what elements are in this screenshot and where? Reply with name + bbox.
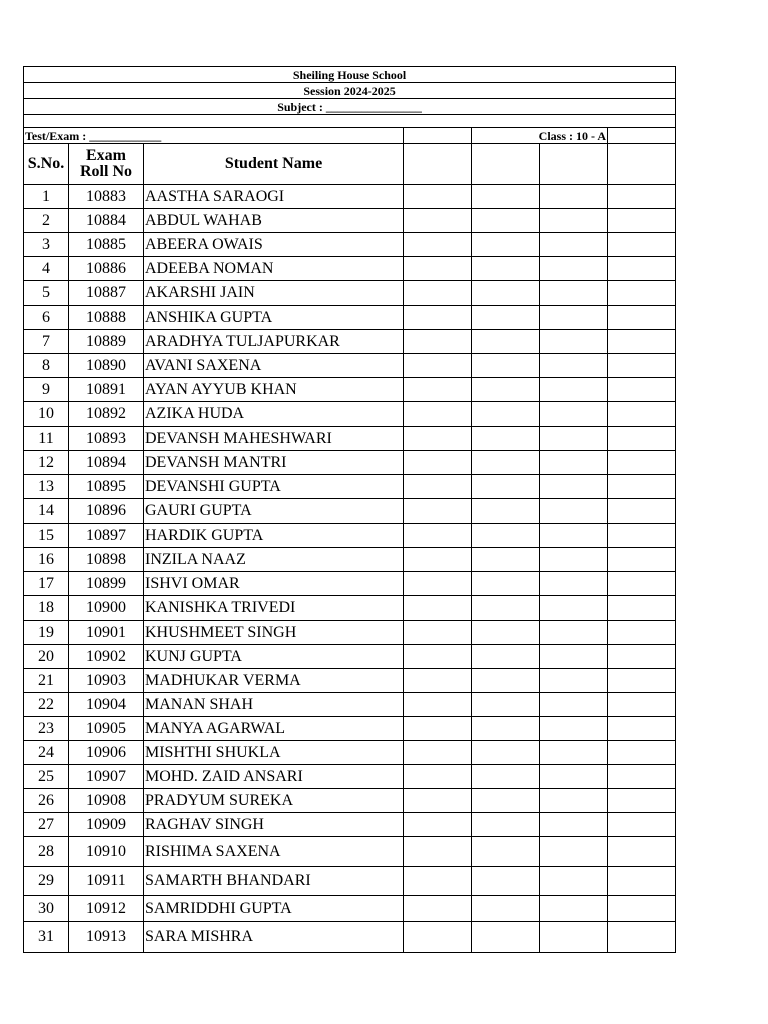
table-row — [24, 427, 676, 451]
blank-cell — [540, 185, 608, 209]
blank-cell — [540, 354, 608, 378]
blank-cell — [404, 867, 472, 896]
table-row — [24, 693, 676, 717]
blank-cell — [608, 209, 676, 233]
blank-cell — [404, 789, 472, 813]
blank-cell — [472, 427, 540, 451]
blank-cell — [472, 475, 540, 499]
roll-cell: 10906 — [69, 741, 144, 765]
roll-cell: 10910 — [69, 837, 144, 867]
blank-cell — [540, 475, 608, 499]
blank-cell — [608, 741, 676, 765]
student-name-cell: ABDUL WAHAB — [144, 209, 404, 233]
roll-cell: 10885 — [69, 233, 144, 257]
blank-cell — [472, 354, 540, 378]
col-header-name: Student Name — [144, 144, 404, 185]
blank-cell — [472, 330, 540, 354]
blank-cell — [404, 257, 472, 281]
blank-cell — [540, 789, 608, 813]
roll-cell: 10903 — [69, 669, 144, 693]
sno-cell: 15 — [24, 524, 69, 548]
blank-cell — [472, 922, 540, 953]
sno-cell: 7 — [24, 330, 69, 354]
blank-cell — [608, 451, 676, 475]
student-name-cell: DEVANSH MAHESHWARI — [144, 427, 404, 451]
blank-cell — [404, 281, 472, 306]
sno-cell: 3 — [24, 233, 69, 257]
blank-cell — [472, 669, 540, 693]
blank-cell — [404, 402, 472, 427]
col-header-roll — [69, 144, 144, 185]
roll-cell: 10901 — [69, 621, 144, 645]
roll-cell: 10912 — [69, 896, 144, 922]
blank-cell — [608, 867, 676, 896]
roll-cell: 10891 — [69, 378, 144, 402]
student-name-cell: PRADYUM SUREKA — [144, 789, 404, 813]
sno-cell: 20 — [24, 645, 69, 669]
blank-cell — [404, 185, 472, 209]
blank-cell — [404, 354, 472, 378]
table-row — [24, 330, 676, 354]
table-row — [24, 306, 676, 330]
student-name-cell: AKARSHI JAIN — [144, 281, 404, 306]
student-name-cell: KANISHKA TRIVEDI — [144, 596, 404, 621]
blank-cell — [404, 306, 472, 330]
col-header-blank — [472, 144, 540, 185]
blank-cell — [404, 669, 472, 693]
sno-cell: 30 — [24, 896, 69, 922]
blank-cell — [540, 693, 608, 717]
blank-cell — [608, 813, 676, 837]
blank-cell — [608, 402, 676, 427]
student-table — [23, 66, 676, 953]
sno-cell: 19 — [24, 621, 69, 645]
blank-cell — [608, 378, 676, 402]
sno-cell: 1 — [24, 185, 69, 209]
roll-cell: 10883 — [69, 185, 144, 209]
sno-cell: 9 — [24, 378, 69, 402]
student-name-cell: AZIKA HUDA — [144, 402, 404, 427]
roll-cell: 10894 — [69, 451, 144, 475]
student-name-cell: KUNJ GUPTA — [144, 645, 404, 669]
roll-cell: 10899 — [69, 572, 144, 596]
blank-cell — [608, 354, 676, 378]
blank-cell — [608, 621, 676, 645]
blank-cell — [404, 621, 472, 645]
blank-cell — [608, 128, 676, 144]
blank-cell — [608, 922, 676, 953]
blank-cell — [540, 427, 608, 451]
student-name-cell: AYAN AYYUB KHAN — [144, 378, 404, 402]
blank-cell — [472, 717, 540, 741]
blank-cell — [472, 378, 540, 402]
roll-cell: 10909 — [69, 813, 144, 837]
test-exam-label: Test/Exam : ____________ — [24, 128, 404, 144]
sno-cell: 26 — [24, 789, 69, 813]
blank-cell — [608, 572, 676, 596]
table-row — [24, 257, 676, 281]
blank-cell — [404, 499, 472, 524]
blank-cell — [472, 499, 540, 524]
table-row — [24, 837, 676, 867]
roll-cell: 10907 — [69, 765, 144, 789]
table-row — [24, 621, 676, 645]
student-name-cell: MADHUKAR VERMA — [144, 669, 404, 693]
blank-cell — [404, 209, 472, 233]
student-name-cell: ISHVI OMAR — [144, 572, 404, 596]
student-name-cell: MANAN SHAH — [144, 693, 404, 717]
blank-cell — [540, 281, 608, 306]
roll-cell: 10893 — [69, 427, 144, 451]
sno-cell: 31 — [24, 922, 69, 953]
blank-cell — [608, 548, 676, 572]
student-name-cell: DEVANSHI GUPTA — [144, 475, 404, 499]
sno-cell: 5 — [24, 281, 69, 306]
blank-cell — [404, 717, 472, 741]
roll-cell: 10884 — [69, 209, 144, 233]
class-label: Class : 10 - A — [472, 128, 608, 144]
blank-cell — [540, 524, 608, 548]
sno-cell: 23 — [24, 717, 69, 741]
blank-cell — [404, 765, 472, 789]
table-row — [24, 185, 676, 209]
table-row — [24, 896, 676, 922]
blank-cell — [608, 281, 676, 306]
sno-cell: 28 — [24, 837, 69, 867]
school-name: Sheiling House School — [24, 67, 676, 83]
sno-cell: 4 — [24, 257, 69, 281]
table-row — [24, 789, 676, 813]
spacer-row — [24, 115, 676, 128]
blank-cell — [404, 233, 472, 257]
table-row — [24, 867, 676, 896]
sno-cell: 21 — [24, 669, 69, 693]
blank-cell — [608, 837, 676, 867]
blank-cell — [608, 645, 676, 669]
col-header-roll-line1: Exam — [86, 147, 126, 164]
table-row — [24, 209, 676, 233]
blank-cell — [472, 257, 540, 281]
student-name-cell: MISHTHI SHUKLA — [144, 741, 404, 765]
roll-cell: 10911 — [69, 867, 144, 896]
student-name-cell: HARDIK GUPTA — [144, 524, 404, 548]
table-row — [24, 669, 676, 693]
blank-cell — [540, 209, 608, 233]
student-name-cell: GAURI GUPTA — [144, 499, 404, 524]
col-header-blank — [404, 144, 472, 185]
blank-cell — [540, 896, 608, 922]
blank-cell — [472, 765, 540, 789]
sno-cell: 8 — [24, 354, 69, 378]
blank-cell — [540, 741, 608, 765]
roll-cell: 10895 — [69, 475, 144, 499]
blank-cell — [608, 475, 676, 499]
blank-cell — [540, 621, 608, 645]
student-name-cell: INZILA NAAZ — [144, 548, 404, 572]
blank-cell — [404, 596, 472, 621]
student-name-cell: MANYA AGARWAL — [144, 717, 404, 741]
blank-cell — [540, 922, 608, 953]
table-row — [24, 922, 676, 953]
sno-cell: 11 — [24, 427, 69, 451]
blank-cell — [472, 209, 540, 233]
roll-cell: 10892 — [69, 402, 144, 427]
blank-cell — [472, 693, 540, 717]
blank-cell — [540, 378, 608, 402]
blank-cell — [404, 693, 472, 717]
blank-cell — [540, 548, 608, 572]
student-name-cell: SAMRIDDHI GUPTA — [144, 896, 404, 922]
sno-cell: 6 — [24, 306, 69, 330]
student-name-cell: AVANI SAXENA — [144, 354, 404, 378]
blank-cell — [540, 717, 608, 741]
student-name-cell: ABEERA OWAIS — [144, 233, 404, 257]
student-name-cell: RAGHAV SINGH — [144, 813, 404, 837]
blank-cell — [472, 867, 540, 896]
blank-cell — [404, 645, 472, 669]
blank-cell — [608, 896, 676, 922]
blank-cell — [404, 378, 472, 402]
table-row — [24, 451, 676, 475]
blank-cell — [472, 402, 540, 427]
blank-cell — [404, 451, 472, 475]
blank-cell — [608, 499, 676, 524]
blank-cell — [608, 717, 676, 741]
blank-cell — [540, 596, 608, 621]
blank-cell — [404, 475, 472, 499]
blank-cell — [540, 645, 608, 669]
blank-cell — [472, 281, 540, 306]
sno-cell: 24 — [24, 741, 69, 765]
blank-cell — [608, 185, 676, 209]
sno-cell: 16 — [24, 548, 69, 572]
blank-cell — [608, 233, 676, 257]
blank-cell — [608, 596, 676, 621]
blank-cell — [472, 233, 540, 257]
blank-cell — [472, 572, 540, 596]
roll-cell: 10887 — [69, 281, 144, 306]
student-name-cell: KHUSHMEET SINGH — [144, 621, 404, 645]
blank-cell — [404, 922, 472, 953]
blank-cell — [472, 451, 540, 475]
col-header-sno: S.No. — [24, 144, 69, 185]
blank-cell — [472, 645, 540, 669]
blank-cell — [608, 789, 676, 813]
roll-cell: 10900 — [69, 596, 144, 621]
roll-cell: 10886 — [69, 257, 144, 281]
table-row — [24, 233, 676, 257]
roll-cell: 10905 — [69, 717, 144, 741]
blank-cell — [472, 548, 540, 572]
table-row — [24, 281, 676, 306]
blank-cell — [540, 257, 608, 281]
roll-cell: 10888 — [69, 306, 144, 330]
roll-cell: 10913 — [69, 922, 144, 953]
blank-cell — [472, 837, 540, 867]
table-row — [24, 813, 676, 837]
blank-cell — [540, 330, 608, 354]
table-row — [24, 354, 676, 378]
blank-cell — [608, 257, 676, 281]
table-row — [24, 499, 676, 524]
blank-cell — [540, 233, 608, 257]
roll-cell: 10897 — [69, 524, 144, 548]
blank-cell — [608, 330, 676, 354]
col-header-blank — [540, 144, 608, 185]
blank-cell — [540, 837, 608, 867]
sno-cell: 27 — [24, 813, 69, 837]
blank-cell — [404, 837, 472, 867]
sno-cell: 25 — [24, 765, 69, 789]
session-label: Session 2024-2025 — [24, 83, 676, 99]
table-row — [24, 524, 676, 548]
table-row — [24, 645, 676, 669]
student-name-cell: ARADHYA TULJAPURKAR — [144, 330, 404, 354]
blank-cell — [472, 596, 540, 621]
blank-cell — [608, 693, 676, 717]
attendance-sheet — [23, 66, 675, 953]
table-row — [24, 596, 676, 621]
roll-cell: 10898 — [69, 548, 144, 572]
student-name-cell: MOHD. ZAID ANSARI — [144, 765, 404, 789]
blank-cell — [404, 128, 472, 144]
sno-cell: 12 — [24, 451, 69, 475]
sno-cell: 29 — [24, 867, 69, 896]
blank-cell — [472, 306, 540, 330]
blank-cell — [540, 867, 608, 896]
blank-cell — [540, 306, 608, 330]
sno-cell: 22 — [24, 693, 69, 717]
student-name-cell: RISHIMA SAXENA — [144, 837, 404, 867]
roll-cell: 10889 — [69, 330, 144, 354]
blank-cell — [404, 427, 472, 451]
roll-cell: 10904 — [69, 693, 144, 717]
blank-cell — [472, 524, 540, 548]
blank-cell — [472, 741, 540, 765]
blank-cell — [404, 813, 472, 837]
sno-cell: 17 — [24, 572, 69, 596]
sno-cell: 10 — [24, 402, 69, 427]
blank-cell — [404, 896, 472, 922]
table-row — [24, 548, 676, 572]
blank-cell — [472, 185, 540, 209]
student-name-cell: ADEEBA NOMAN — [144, 257, 404, 281]
blank-cell — [608, 524, 676, 548]
blank-cell — [404, 741, 472, 765]
blank-cell — [472, 789, 540, 813]
blank-cell — [540, 813, 608, 837]
blank-cell — [608, 427, 676, 451]
table-row — [24, 475, 676, 499]
blank-cell — [540, 451, 608, 475]
blank-cell — [540, 765, 608, 789]
sno-cell: 18 — [24, 596, 69, 621]
table-row — [24, 717, 676, 741]
sno-cell: 13 — [24, 475, 69, 499]
blank-cell — [608, 765, 676, 789]
blank-cell — [404, 572, 472, 596]
student-name-cell: ANSHIKA GUPTA — [144, 306, 404, 330]
student-name-cell: SARA MISHRA — [144, 922, 404, 953]
blank-cell — [540, 572, 608, 596]
roll-cell: 10890 — [69, 354, 144, 378]
roll-cell: 10908 — [69, 789, 144, 813]
blank-cell — [608, 669, 676, 693]
sno-cell: 2 — [24, 209, 69, 233]
blank-cell — [472, 813, 540, 837]
blank-cell — [472, 621, 540, 645]
roll-cell: 10902 — [69, 645, 144, 669]
table-row — [24, 741, 676, 765]
sno-cell: 14 — [24, 499, 69, 524]
blank-cell — [608, 306, 676, 330]
col-header-blank — [608, 144, 676, 185]
blank-cell — [404, 548, 472, 572]
table-row — [24, 572, 676, 596]
blank-cell — [540, 669, 608, 693]
col-header-roll-line2: Roll No — [80, 163, 132, 180]
blank-cell — [404, 524, 472, 548]
table-row — [24, 378, 676, 402]
student-name-cell: AASTHA SARAOGI — [144, 185, 404, 209]
roll-cell: 10896 — [69, 499, 144, 524]
blank-cell — [540, 499, 608, 524]
subject-label: Subject : ________________ — [24, 99, 676, 115]
student-name-cell: DEVANSH MANTRI — [144, 451, 404, 475]
blank-cell — [540, 402, 608, 427]
blank-cell — [472, 896, 540, 922]
table-row — [24, 765, 676, 789]
table-row — [24, 402, 676, 427]
student-name-cell: SAMARTH BHANDARI — [144, 867, 404, 896]
blank-cell — [404, 330, 472, 354]
